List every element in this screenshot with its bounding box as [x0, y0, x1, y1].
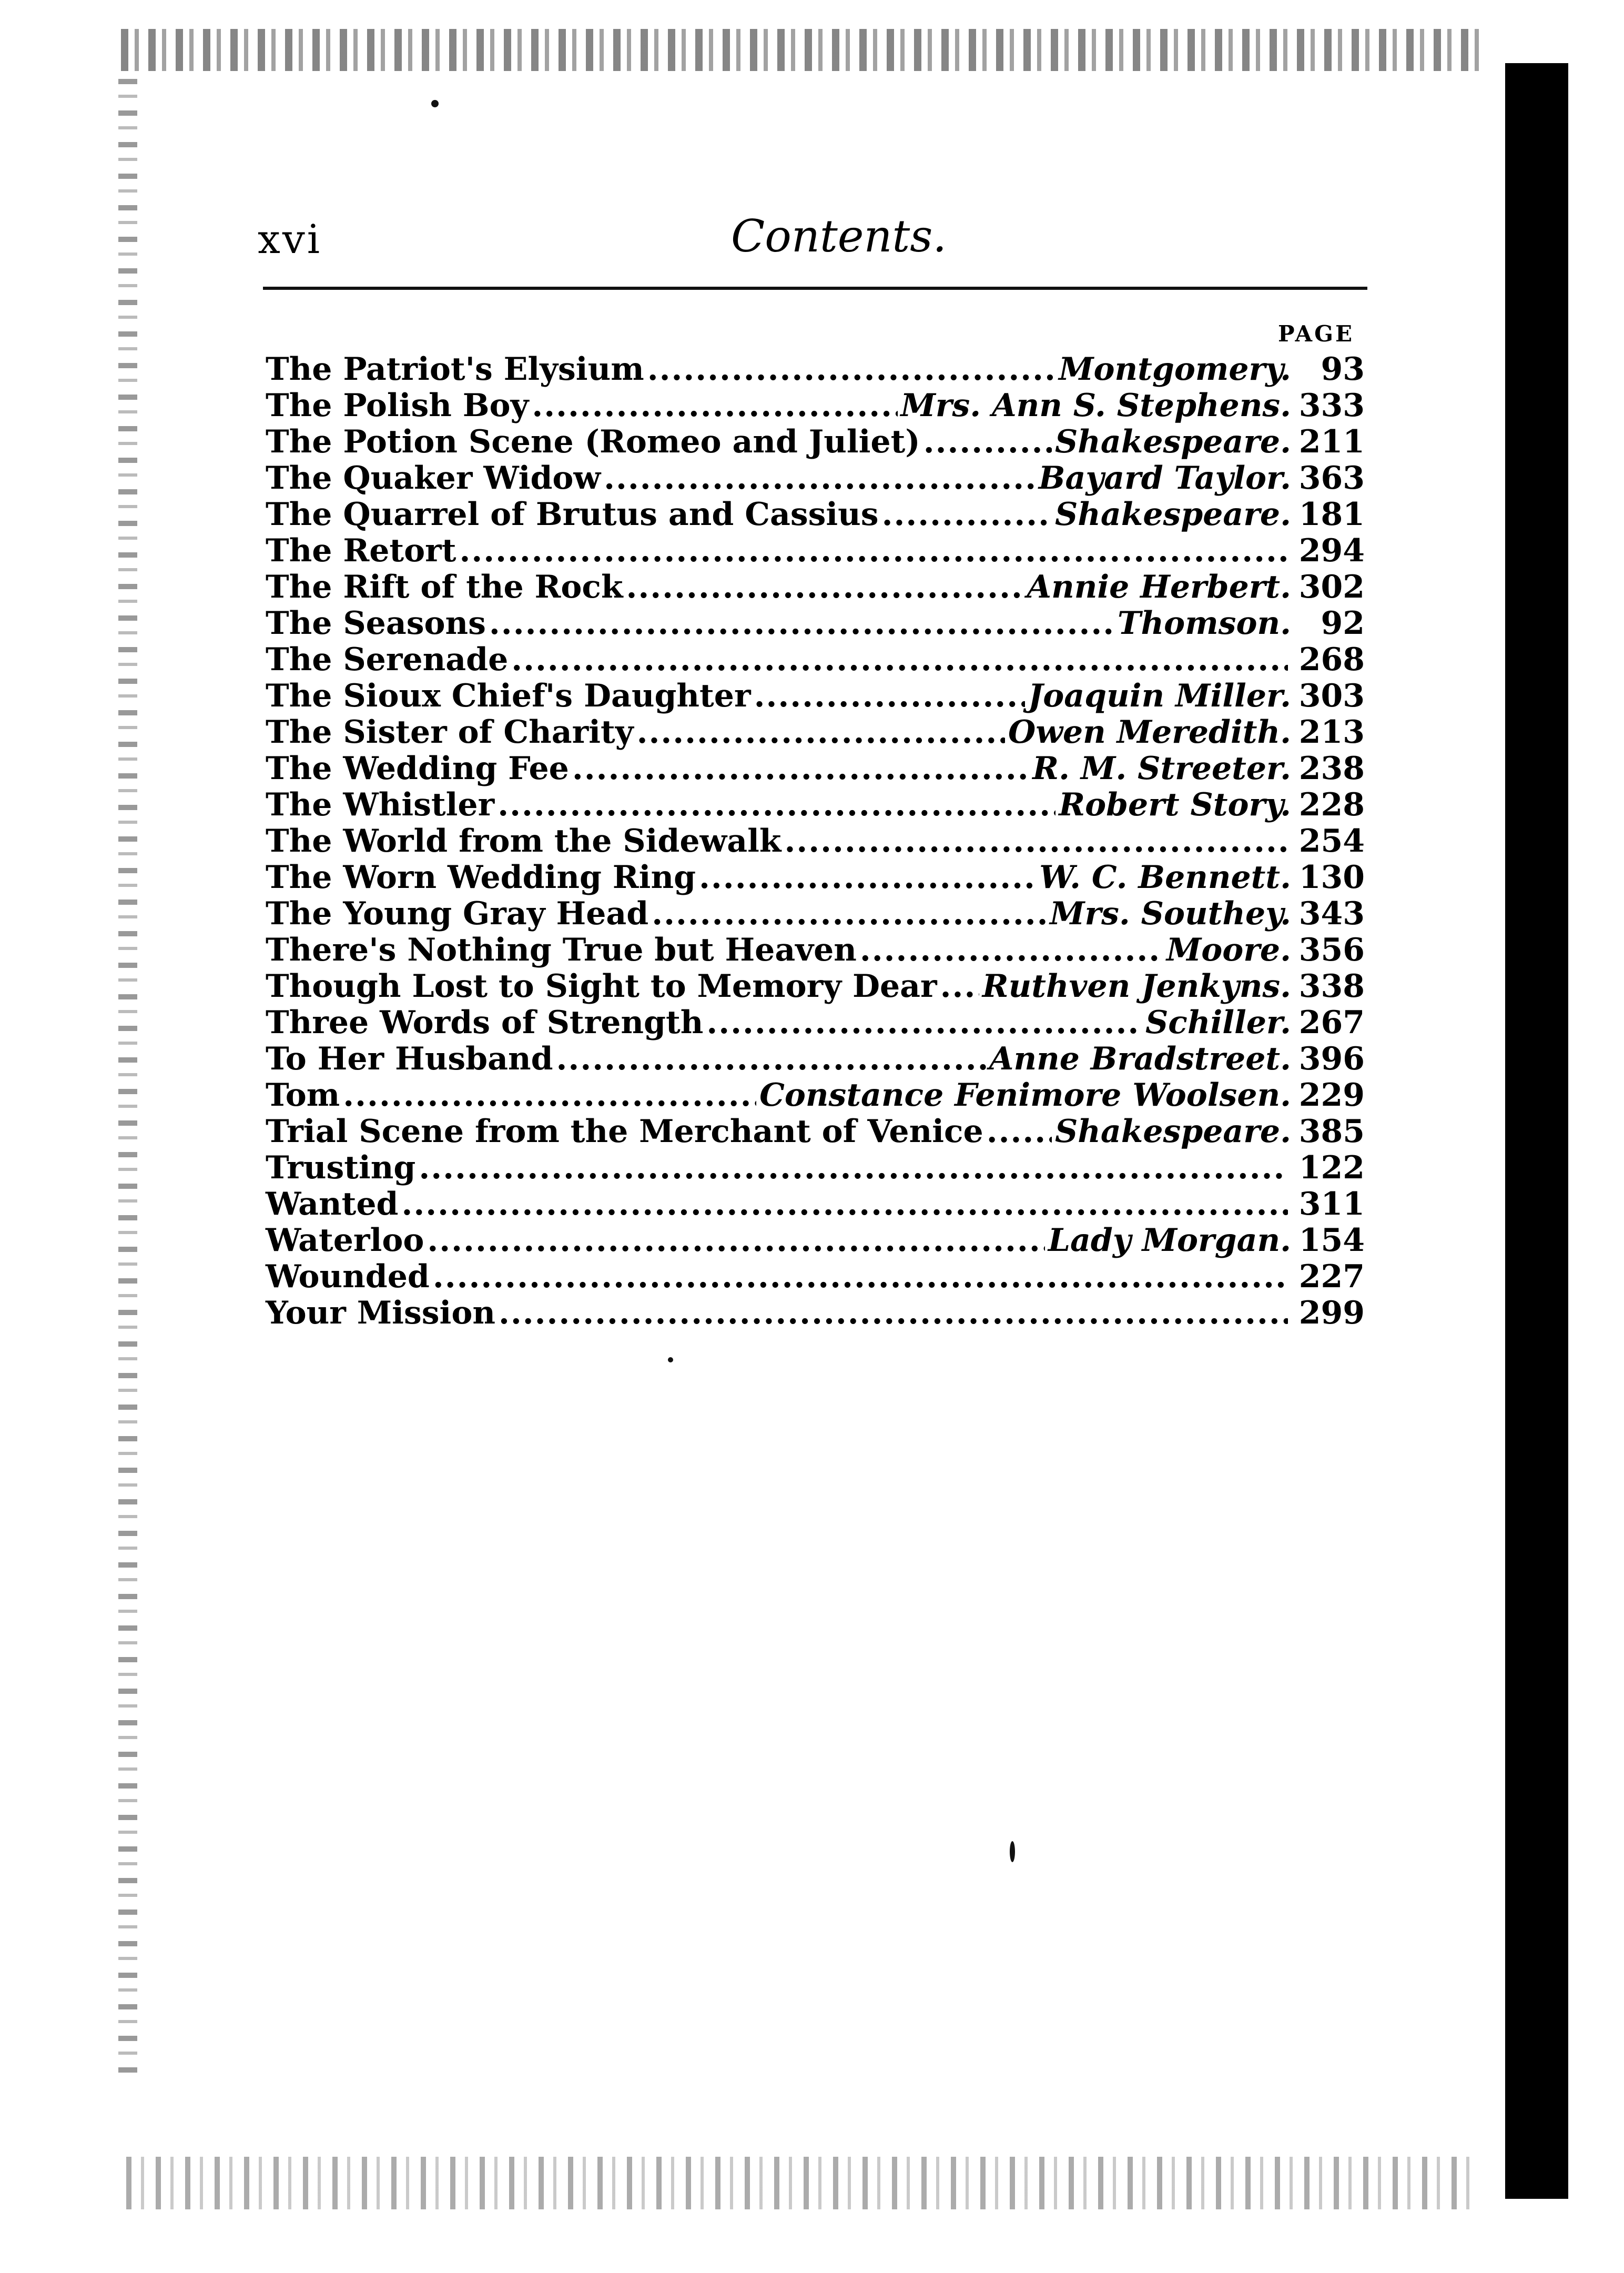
- dot-leader: [343, 1077, 756, 1114]
- dot-leader: [489, 605, 1114, 642]
- entry-page-number: 92: [1321, 605, 1365, 642]
- entry-page-number: 93: [1321, 351, 1365, 388]
- entry-page-number: 311: [1298, 1186, 1365, 1223]
- entry-page-number: 154: [1298, 1222, 1365, 1259]
- entry-title: Wanted: [266, 1186, 399, 1223]
- dot-leader: [572, 751, 1029, 787]
- entry-title: Your Mission: [266, 1295, 495, 1331]
- contents-entry: [266, 1259, 1365, 1295]
- entry-author: Thomson.: [1117, 605, 1291, 642]
- entry-page-number: 122: [1298, 1149, 1365, 1186]
- entry-title: The Seasons: [266, 605, 486, 642]
- entry-title: The Serenade: [266, 641, 509, 678]
- entry-title: The Whistler: [266, 786, 495, 823]
- dot-leader: [652, 896, 1047, 932]
- contents-entry: [266, 388, 1365, 424]
- entry-page-number: 303: [1298, 678, 1365, 714]
- contents-entry: [266, 460, 1365, 497]
- page-number: xvi: [258, 216, 322, 262]
- entry-title: The Young Gray Head: [266, 895, 649, 932]
- contents-entry: [266, 860, 1365, 896]
- entry-page-number: 302: [1298, 569, 1365, 605]
- dot-leader: [433, 1259, 1288, 1295]
- entry-title: The World from the Sidewalk: [266, 823, 781, 860]
- contents-entry: [266, 1295, 1365, 1331]
- entry-page-number: 299: [1298, 1295, 1365, 1331]
- dot-leader: [556, 1041, 986, 1077]
- page-column-label: PAGE: [1278, 321, 1354, 347]
- entry-author: Shakespeare.: [1054, 1113, 1291, 1150]
- dot-leader: [427, 1223, 1044, 1259]
- entry-author: Lady Morgan.: [1048, 1222, 1291, 1259]
- contents-entry: [266, 1223, 1365, 1259]
- entry-author: Mrs. Southey.: [1050, 895, 1291, 932]
- dot-leader: [637, 714, 1005, 751]
- contents-entry: [266, 533, 1365, 569]
- dot-leader: [784, 823, 1288, 860]
- entry-title: Wounded: [266, 1258, 430, 1295]
- entry-author: R. M. Streeter.: [1032, 750, 1291, 787]
- dot-leader: [532, 388, 897, 424]
- contents-entry: [266, 642, 1365, 678]
- scan-noise-left: [118, 79, 137, 2078]
- contents-entry: [266, 823, 1365, 860]
- dot-leader: [699, 860, 1036, 896]
- contents-entry: [266, 351, 1365, 388]
- contents-entry: [266, 569, 1365, 605]
- entry-page-number: 356: [1298, 932, 1365, 968]
- dot-leader: [860, 932, 1163, 968]
- dot-leader: [459, 533, 1288, 569]
- entry-page-number: 211: [1298, 423, 1365, 460]
- entry-author: Bayard Taylor.: [1038, 460, 1291, 497]
- entry-author: Anne Bradstreet.: [989, 1040, 1291, 1077]
- scan-noise-bottom: [126, 2157, 1473, 2209]
- dot-leader: [402, 1186, 1288, 1223]
- entry-title: Trusting: [266, 1149, 416, 1186]
- dot-leader: [987, 1114, 1052, 1150]
- page-header: [258, 210, 1362, 274]
- entry-page-number: 363: [1298, 460, 1365, 497]
- dot-leader: [626, 569, 1024, 605]
- entry-author: Montgomery.: [1059, 351, 1291, 388]
- contents-entry: [266, 896, 1365, 932]
- dot-leader: [706, 1005, 1142, 1041]
- entry-page-number: 333: [1298, 387, 1365, 424]
- contents-entry: [266, 932, 1365, 968]
- contents-entry: [266, 497, 1365, 533]
- entry-page-number: 213: [1298, 714, 1365, 751]
- entry-author: Owen Meredith.: [1008, 714, 1291, 751]
- entry-title: The Polish Boy: [266, 387, 529, 424]
- entry-author: Ruthven Jenkyns.: [982, 968, 1291, 1005]
- entry-title: Tom: [266, 1077, 340, 1114]
- entry-author: Shakespeare.: [1054, 496, 1291, 533]
- dot-leader: [499, 1295, 1288, 1331]
- scan-noise-top: [121, 29, 1488, 71]
- dot-leader: [498, 787, 1055, 823]
- entry-title: The Sister of Charity: [266, 714, 634, 751]
- entry-page-number: 229: [1298, 1077, 1365, 1114]
- contents-entry: [266, 1041, 1365, 1077]
- entry-page-number: 254: [1298, 823, 1365, 860]
- dot-leader: [882, 497, 1052, 533]
- contents-entry: [266, 1186, 1365, 1223]
- entry-page-number: 385: [1298, 1113, 1365, 1150]
- entry-page-number: 343: [1298, 895, 1365, 932]
- contents-entry: [266, 1114, 1365, 1150]
- contents-entry: [266, 787, 1365, 823]
- dot-leader: [923, 424, 1052, 460]
- entry-author: Mrs. Ann S. Stephens.: [900, 387, 1291, 424]
- contents-entry: [266, 678, 1365, 714]
- entry-page-number: 130: [1298, 859, 1365, 896]
- scan-speck: [668, 1357, 673, 1362]
- entry-title: The Quaker Widow: [266, 460, 601, 497]
- scan-speck: [1010, 1841, 1015, 1862]
- contents-entry: [266, 968, 1365, 1005]
- entry-title: Trial Scene from the Merchant of Venice: [266, 1113, 983, 1150]
- entry-title: The Patriot's Elysium: [266, 351, 644, 388]
- dot-leader: [940, 968, 979, 1005]
- entry-author: W. C. Bennett.: [1039, 859, 1291, 896]
- page-title: Contents.: [731, 210, 947, 262]
- entry-page-number: 227: [1298, 1258, 1365, 1295]
- entry-author: Annie Herbert.: [1027, 569, 1291, 605]
- entry-title: There's Nothing True but Heaven: [266, 932, 857, 968]
- entry-page-number: 396: [1298, 1040, 1365, 1077]
- entry-title: The Quarrel of Brutus and Cassius: [266, 496, 879, 533]
- contents-list: [266, 351, 1365, 1331]
- entry-title: The Wedding Fee: [266, 750, 569, 787]
- entry-title: To Her Husband: [266, 1040, 553, 1077]
- entry-title: Three Words of Strength: [266, 1004, 704, 1041]
- dot-leader: [754, 678, 1025, 714]
- header-rule: [263, 287, 1367, 290]
- entry-page-number: 268: [1298, 641, 1365, 678]
- entry-page-number: 181: [1298, 496, 1365, 533]
- entry-title: The Potion Scene (Romeo and Juliet): [266, 423, 920, 460]
- entry-page-number: 238: [1298, 750, 1365, 787]
- entry-author: Moore.: [1166, 932, 1291, 968]
- dot-leader: [647, 351, 1055, 388]
- entry-title: Waterloo: [266, 1222, 424, 1259]
- contents-entry: [266, 424, 1365, 460]
- entry-title: The Worn Wedding Ring: [266, 859, 696, 896]
- contents-entry: [266, 605, 1365, 642]
- contents-entry: [266, 1150, 1365, 1186]
- entry-title: The Sioux Chief's Daughter: [266, 678, 751, 714]
- entry-author: Joaquin Miller.: [1028, 678, 1291, 714]
- dot-leader: [604, 460, 1036, 497]
- entry-page-number: 228: [1298, 786, 1365, 823]
- contents-entry: [266, 1077, 1365, 1114]
- entry-author: Robert Story.: [1059, 786, 1291, 823]
- contents-entry: [266, 714, 1365, 751]
- entry-author: Schiller.: [1145, 1004, 1291, 1041]
- dot-leader: [419, 1150, 1288, 1186]
- entry-page-number: 267: [1298, 1004, 1365, 1041]
- entry-title: The Rift of the Rock: [266, 569, 623, 605]
- entry-page-number: 338: [1298, 968, 1365, 1005]
- entry-title: The Retort: [266, 532, 456, 569]
- contents-entry: [266, 1005, 1365, 1041]
- scan-shadow-right: [1505, 63, 1568, 2199]
- entry-title: Though Lost to Sight to Memory Dear: [266, 968, 937, 1005]
- dot-leader: [511, 642, 1288, 678]
- entry-page-number: 294: [1298, 532, 1365, 569]
- entry-author: Constance Fenimore Woolsen.: [759, 1077, 1291, 1114]
- entry-author: Shakespeare.: [1054, 423, 1291, 460]
- scan-speck: [431, 100, 439, 107]
- contents-entry: [266, 751, 1365, 787]
